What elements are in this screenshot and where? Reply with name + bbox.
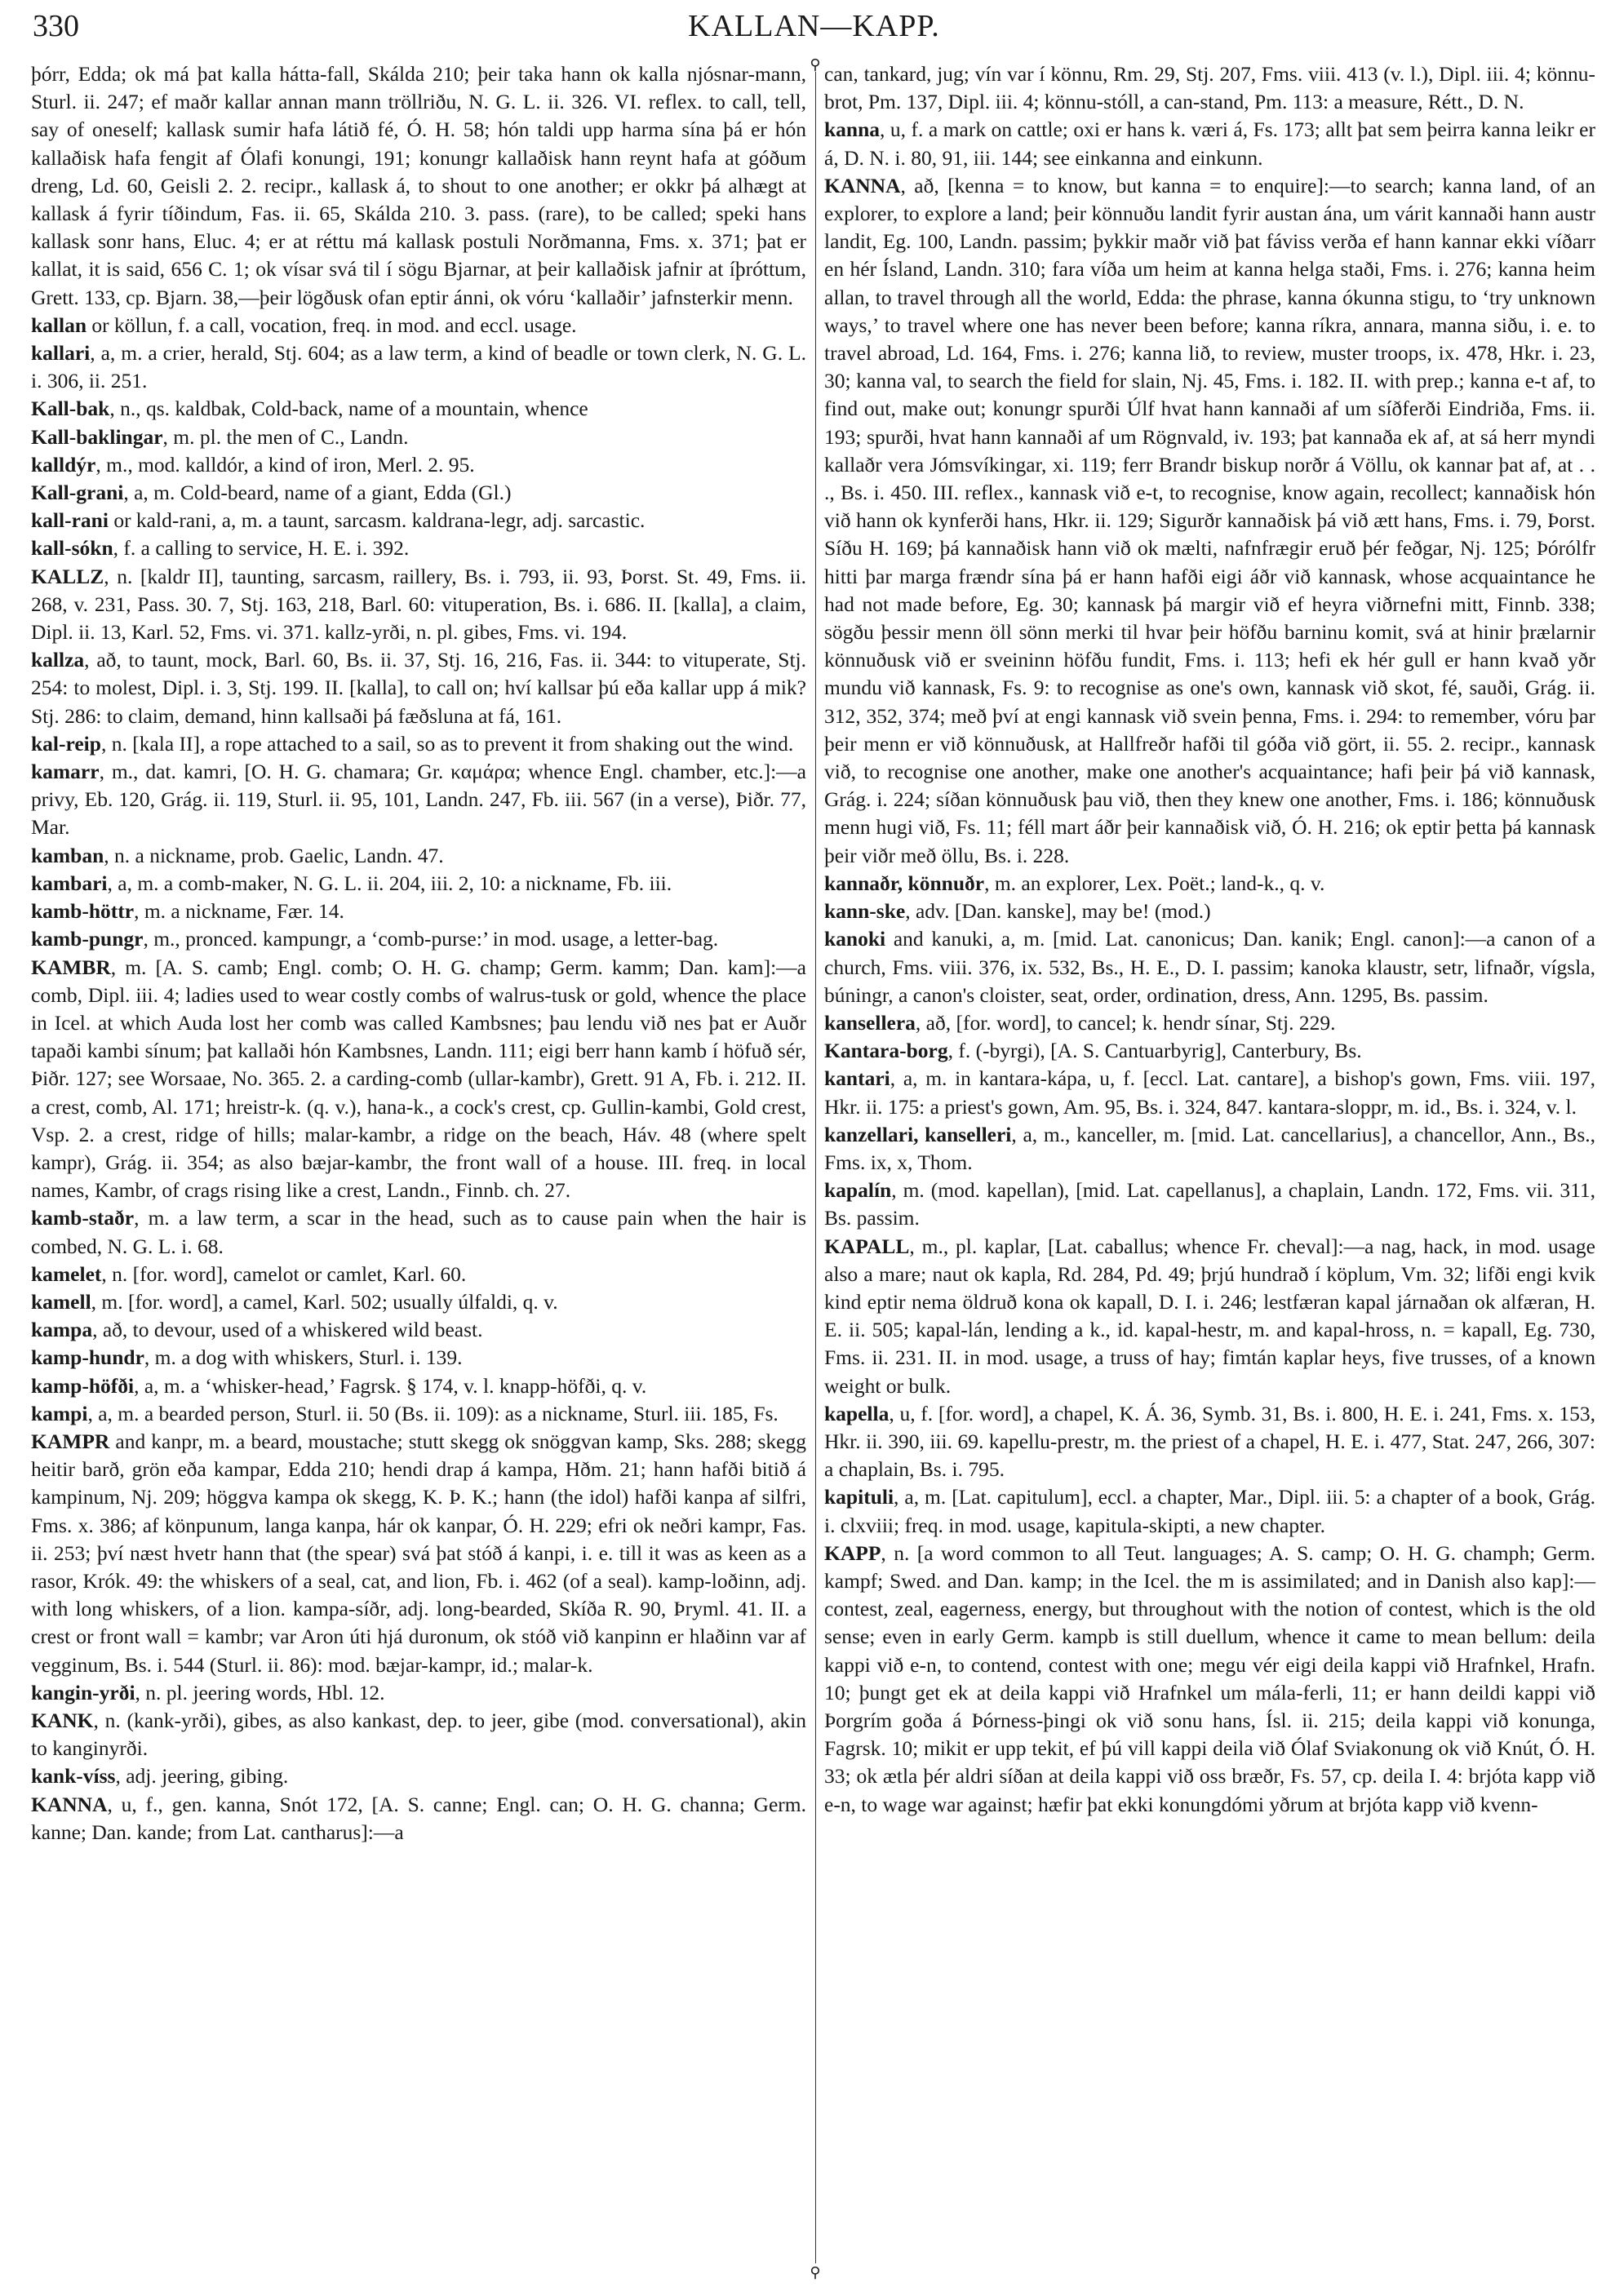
left-column [31, 60, 806, 1846]
entry-headword: kamell [31, 1289, 91, 1314]
entry-headword: KANK [31, 1708, 94, 1732]
dictionary-entry [31, 395, 806, 423]
dictionary-entry [824, 116, 1595, 171]
entry-definition: , m. [A. S. camb; Engl. comb; O. H. G. champ; Germ. kamm; Dan. kam]:—a comb, Dipl. iii. 4; ladies used to wear costly combs of walrus-tusk or gold, whence the place in Icel. at which Auda lost her comb was called Kambsnes; þau lendu við nes þat er Auðr tapaði kambi sínum; þat kallaði hón Kambsnes, Landn. 111; eigi berr hann kamb í höfuð sér, Þiðr. 127; see Worsaae, No. 365. 2. a carding-comb (ullar-kambr), Grett. 91 A, Fb. i. 212. II. a crest, comb, Al. 171; hreistr-k. (q. v.), hana-k., a cock's crest, cp. Gullin-kambi, Gold crest, Vsp. 2. a crest, ridge of hills; malar-kambr, a ridge on the beach, Háv. 48 (where spelt kampr), Grág. ii. 354; as also bæjar-kambr, the front wall of a house. III. freq. in local names, Kambr, of crags rising like a crest, Landn., Finnb. ch. 27. [31, 955, 806, 1203]
entry-headword: kank-víss [31, 1764, 116, 1788]
entry-headword: kanoki [824, 927, 886, 951]
entry-definition: , að, [for. word], to cancel; k. hendr sínar, Stj. 229. [915, 1010, 1336, 1035]
dictionary-entry [31, 870, 806, 898]
dictionary-entry [824, 870, 1595, 898]
entry-headword: KAPP [824, 1540, 881, 1565]
dictionary-entry [824, 1233, 1595, 1400]
entry-definition: , n. (kank-yrði), gibes, as also kankast, dep. to jeer, gibe (mod. conversational), akin to kanginyrði. [31, 1708, 806, 1761]
dictionary-entry [31, 1261, 806, 1288]
dictionary-entry [31, 1344, 806, 1372]
dictionary-entry [824, 1037, 1595, 1065]
entry-definition: , m. [for. word], a camel, Karl. 502; usually úlfaldi, q. v. [91, 1289, 558, 1314]
dictionary-entry [824, 172, 1595, 870]
dictionary-entry [824, 1483, 1595, 1539]
entry-headword: kanzellari, kanselleri [824, 1122, 1012, 1146]
entry-headword: KANNA [31, 1792, 108, 1816]
dictionary-entry [31, 730, 806, 758]
entry-definition: , m. pl. the men of C., Landn. [162, 424, 409, 449]
entry-headword: kamp-höfði [31, 1373, 135, 1398]
entry-definition: , m. a law term, a scar in the head, such as to cause pain when the hair is combed, N. G. L. i. 68. [31, 1206, 806, 1258]
entry-headword: kannaðr, könnuðr [824, 871, 985, 895]
dictionary-entry [31, 1372, 806, 1400]
entry-definition: , n. [a word common to all Teut. languages; A. S. camp; O. H. G. champh; Germ. kampf; Swed. and Dan. kamp; in the Icel. the m is assimilated; and in Danish also kap]:—contest, zeal, eagerness, energy, but throughout with the notion of contest, which is the old sense; even in early Germ. kampb is still duellum, whence it came to mean bellum: deila kappi við e-n, to contend, contest with one; megu vér eigi deila kappi við Hrafnkel, Hrafn. 10; þungt get ek at deila kappi við Hrafnkel um mála-ferli, 11; er hann deildi kappi við Þorgrím goða á Þórness-þingi ok við sonu hans, Ísl. ii. 215; deila kappi við konunga, Fagrsk. 10; mikit er upp tekit, ef þú vill kappi deila við Ólaf Sviakonung ok við Knút, Ó. H. 33; ok ætla þér aldri síðan at deila kappi við oss bræðr, Fs. 57, cp. deila I. 4: brjóta kapp við e-n, to wage war against; hæfir þat ekki konungdómi yðrum at brjóta kapp við kvenn- [824, 1540, 1595, 1816]
entry-headword: kann-ske [824, 899, 906, 924]
dictionary-entry [31, 1428, 806, 1679]
entry-headword: kapituli [824, 1485, 894, 1509]
dictionary-entry [824, 1121, 1595, 1177]
entry-headword: kalldýr [31, 452, 96, 476]
dictionary-entry [824, 1540, 1595, 1819]
entry-definition: and kanpr, m. a beard, moustache; stutt skegg ok snöggvan kamp, Sks. 288; skegg heitir barð, grön eða kampar, Edda 210; hendi drap á kampa, Hðm. 21; hann hafði bitið á kampinum, Nj. 209; höggva kampa ok skegg, K. Þ. K.; hann (the idol) hafði kanpa af silfri, Fms. x. 386; af könpunum, langa kanpa, hár ok kanpar, Ó. H. 229; efri ok neðri kampr, Fas. ii. 253; því næst hvetr hann that (the spear) svá þat stóð á kanpi, i. e. till it was as keen as a rasor, Krók. 49: the whiskers of a seal, cat, and lion, Fb. i. 462 (of a seal). kamp-loðinn, adj. with long whiskers, of a lion. kampa-síðr, adj. long-bearded, Skíða R. 90, Þryml. 41. II. a crest or front wall = kambr; var Aron úti hjá duronum, ok stóð við kanpinn er hlaðinn var af vegginum, Bs. i. 544 (Sturl. ii. 86): mod. bæjar-kampr, id.; malar-k. [31, 1429, 806, 1677]
entry-headword: KAMBR [31, 955, 111, 979]
entry-headword: kallza [31, 648, 85, 672]
entry-headword: kamarr [31, 760, 100, 784]
entry-definition: , m. an explorer, Lex. Poët.; land-k., q. v. [984, 871, 1325, 895]
dictionary-entry [31, 339, 806, 395]
dictionary-entry [824, 898, 1595, 925]
dictionary-entry [824, 1177, 1595, 1232]
page-title: KALLAN—KAPP. [688, 9, 940, 43]
dictionary-entry [31, 312, 806, 339]
entry-definition: or kald-rani, a, m. a taunt, sarcasm. kaldrana-legr, adj. sarcastic. [108, 508, 646, 533]
entry-definition: , n., qs. kaldbak, Cold-back, name of a mountain, whence [109, 397, 588, 421]
entry-headword: kampi [31, 1401, 88, 1425]
dictionary-entry [31, 842, 806, 870]
entry-definition: , n. a nickname, prob. Gaelic, Landn. 47. [104, 843, 444, 867]
dictionary-entry [31, 646, 806, 730]
entry-definition: , að, to devour, used of a whiskered wild beast. [92, 1318, 483, 1342]
entry-definition: , a, m. a ‘whisker-head,’ Fagrsk. § 174, v. l. knapp-höfði, q. v. [134, 1373, 647, 1398]
entry-definition: or köllun, f. a call, vocation, freq. in mod. and eccl. usage. [87, 312, 577, 337]
entry-definition: , að, to taunt, mock, Barl. 60, Bs. ii. 37, Stj. 16, 216, Fas. ii. 344: to vituperate, Stj. 254: to molest, Dipl. i. 3, Stj. 199. II. [kalla], to call on; hví kallsar þú eða kallar upp á mik? Stj. 286: to claim, demand, hinn kallsaði þá fæðsluna at fá, 161. [31, 648, 806, 728]
entry-headword: kamelet [31, 1261, 102, 1286]
entry-definition: , m., pronced. kampungr, a ‘comb-purse:’ in mod. usage, a letter-bag. [143, 927, 719, 951]
entry-definition: , að, [kenna = to know, but kanna = to enquire]:—to search; kanna land, of an explorer, to explore a land; þeir könnuðu landit fyrir austan ána, um várit kannaði hann austr landit, Eg. 100, Landn. passim; þykkir maðr við þat fáviss verða ef hann kannar ekki víðarr en hér Ísland, Landn. 310; fara víða um heim at kanna helga staði, Fms. i. 276; kanna heim allan, to travel through all the world, Edda: the phrase, kanna ókunna stigu, to ‘try unknown ways,’ to travel where one has never been before; kanna ríkra, annara, manna siðu, i. e. to travel abroad, Ld. 164, Fms. i. 276; kanna lið, to review, muster troops, ix. 478, Hkr. i. 23, 30; kanna val, to search the field for slain, Nj. 45, Fms. i. 182. II. with prep.; kanna e-t af, to find out, make out; konungr spurði Úlf hvat hann kannaði af um síðferði Eindriða, Fms. ii. 193; spurði, hvat hann kannaði af um Rögnvald, iv. 193; þat kannaða ek af, at sá herr myndi kallaðr vera Jómsvíkingar, xi. 119; ferr Brandr biskup norðr á Völlu, ok kannar þat af, at . . ., Bs. i. 450. III. reflex., kannask við e-t, to recognise, know again, recollect; kannaðisk hón við hann ok kynferði hans, Hkr. ii. 129; Sigurðr kannaðisk þá við ætt hans, Fms. i. 79, Þorst. Síðu H. 169; þá kannaðisk hann við ok mælti, nafnfrægir eruð þér feðgar, Nj. 125; Þórólfr hitti þar marga frændr sína þá er hann hafði eigi áðr við kannask, whose acquaintance he had not made before, Eg. 30; kannask þá margir við ef heyra viðrnefni mitt, Finnb. 338; sögðu þessir menn öll sönn merki til hvar þeir höfðu barninu komit, svá at hinir þrælarnir könnuðusk við er sveininn höfðu fundit, Fms. i. 113; hefi ek hér gull er hann kvað yðr mundu við kannask, Fs. 9: to recognise as one's own, kannask við skot, fé, sauði, Grág. ii. 312, 352, 374; með því at engi kannask við svein þenna, Fms. i. 294: to remember, vóru þar þeir menn er við könnuðusk, at Hallfreðr hafði til góða við gört, ii. 55. 2. recipr., kannask við, to recognise one another, make one another's acquaintance; hafi þeir þá við kannask, Grág. i. 224; síðan könnuðusk þau við, then they knew one another, Fms. i. 186; könnuðusk menn hugi við, Fs. 11; féll mart áðr þeir kannaðisk við, Ó. H. 216; ok eptir þetta þá kannask þeir viðr með öllu, Bs. i. 228. [824, 173, 1595, 867]
entry-headword: KALLZ [31, 564, 104, 588]
entry-headword: Kall-grani [31, 481, 124, 505]
entry-definition: , m. a nickname, Fær. 14. [134, 899, 344, 924]
dictionary-entry [31, 758, 806, 842]
entry-headword: kambari [31, 871, 108, 895]
entry-headword: kansellera [824, 1010, 916, 1035]
entry-headword: kall-rani [31, 508, 109, 533]
dictionary-entry [31, 423, 806, 451]
entry-definition: , m. (mod. kapellan), [mid. Lat. capellanus], a chaplain, Landn. 172, Fms. vii. 311, Bs. passim. [824, 1178, 1595, 1230]
entry-headword: kamb-staðr [31, 1206, 135, 1230]
dictionary-entry [31, 1791, 806, 1846]
entry-definition: , a, m. [Lat. capitulum], eccl. a chapter, Mar., Dipl. iii. 5: a chapter of a book, Grág. i. clxviii; freq. in mod. usage, kapitula-skipti, a new chapter. [824, 1485, 1595, 1537]
entry-headword: kanna [824, 117, 881, 142]
entry-definition: , n. [for. word], camelot or camlet, Karl. 60. [101, 1261, 467, 1286]
dictionary-entry [824, 60, 1595, 116]
entry-headword: kampa [31, 1318, 93, 1342]
entry-headword: kantari [824, 1066, 890, 1091]
entry-headword: kall-sókn [31, 536, 113, 561]
column-divider [815, 65, 816, 2263]
divider-ornament-icon: ⚲ [808, 2265, 823, 2280]
dictionary-entry [31, 1762, 806, 1790]
entry-headword: Kantara-borg [824, 1039, 948, 1063]
entry-definition: , m., mod. kalldór, a kind of iron, Merl. 2. 95. [95, 452, 475, 476]
entry-headword: kamb-pungr [31, 927, 144, 951]
dictionary-entry [31, 1400, 806, 1428]
entry-definition: , n. [kaldr II], taunting, sarcasm, raillery, Bs. i. 793, ii. 93, Þorst. St. 49, Fms. ii. 268, v. 231, Pass. 30. 7, Stj. 163, 218, Barl. 60: vituperation, Bs. i. 686. II. [kalla], a claim, Dipl. ii. 13, Karl. 52, Fms. vi. 371. kallz-yrði, n. pl. gibes, Fms. vi. 194. [31, 564, 806, 645]
entry-definition: , adv. [Dan. kanske], may be! (mod.) [905, 899, 1211, 924]
dictionary-entry [31, 925, 806, 953]
dictionary-entry [31, 479, 806, 507]
entry-headword: kamb-höttr [31, 899, 135, 924]
entry-headword: kamban [31, 843, 104, 867]
dictionary-entry [824, 1009, 1595, 1037]
entry-definition: , adj. jeering, gibing. [115, 1764, 289, 1788]
entry-definition: , u, f. [for. word], a chapel, K. Á. 36, Symb. 31, Bs. i. 800, H. E. i. 241, Fms. x. 153, Hkr. ii. 390, iii. 69. kapellu-prestr, m. the priest of a chapel, H. E. i. 477, Stat. 247, 266, 307: a chaplain, Bs. i. 795. [824, 1401, 1595, 1482]
dictionary-entry [31, 1288, 806, 1316]
entry-headword: kallan [31, 312, 87, 337]
entry-definition: , n. pl. jeering words, Hbl. 12. [135, 1680, 385, 1704]
entry-definition: þórr, Edda; ok má þat kalla hátta-fall, Skálda 210; þeir taka hann ok kalla njósnar-mann, Sturl. ii. 247; ef maðr kallar annan mann tröllriðu, N. G. L. ii. 326. VI. reflex. to call, tell, say of oneself; kallask sumir hafa látið fé, Ó. H. 58; hón taldi upp harma sína þá er hón kallaðisk hafa fengit af Ólafi konungi, 191; konungr kallaðisk hann reynt hafa at góðum dreng, Ld. 60, Geisli 2. 2. recipr., kallask á, to shout to one another; er okkr þá alhægt at kallask á fyrir tíðindum, Fas. ii. 65, Skálda 210. 3. pass. (rare), to be called; speki hans kallask sonr hans, Eluc. 4; er at réttu má kallask postuli Norðmanna, Fms. x. 371; þat er kallat, it is said, 656 C. 1; ok vísar svá til í sögu Bjarnar, at þeir kallaðisk jafnir at íþróttum, Grett. 133, cp. Bjarn. 38,—þeir lögðusk ofan eptir ánni, ok vóru ‘kallaðir’ jafnsterkir menn. [31, 62, 806, 309]
dictionary-entry [31, 954, 806, 1205]
dictionary-entry [31, 507, 806, 534]
entry-headword: kal-reip [31, 731, 101, 756]
dictionary-entry [31, 534, 806, 562]
entry-headword: kangin-yrði [31, 1680, 135, 1704]
entry-headword: kallari [31, 341, 91, 366]
entry-definition: , a, m. a bearded person, Sturl. ii. 50 (Bs. ii. 109): as a nickname, Sturl. iii. 185, Fs. [87, 1401, 779, 1425]
page-number: 330 [33, 9, 79, 43]
entry-headword: kapella [824, 1401, 890, 1425]
dictionary-entry [31, 451, 806, 479]
entry-headword: kamp-hundr [31, 1345, 144, 1370]
dictionary-entry [31, 1316, 806, 1344]
entry-definition: , a, m. a comb-maker, N. G. L. ii. 204, iii. 2, 10: a nickname, Fb. iii. [107, 871, 672, 895]
entry-headword: KANNA [824, 173, 901, 197]
dictionary-entry [31, 1204, 806, 1260]
entry-headword: kapalín [824, 1178, 892, 1203]
entry-definition: , u, f. a mark on cattle; oxi er hans k. væri á, Fs. 173; allt þat sem þeirra kanna leikr er á, D. N. i. 80, 91, iii. 144; see einkanna and einkunn. [824, 117, 1595, 170]
dictionary-entry [824, 1400, 1595, 1484]
dictionary-entry [824, 1065, 1595, 1120]
entry-headword: Kall-baklingar [31, 424, 163, 449]
divider-ornament-icon: ⚲ [808, 57, 823, 72]
entry-headword: KAMPR [31, 1429, 110, 1453]
dictionary-entry [31, 60, 806, 312]
entry-definition: and kanuki, a, m. [mid. Lat. canonicus; Dan. kanik; Engl. canon]:—a canon of a church, Fms. viii. 376, ix. 532, Bs., H. E., D. I. passim; kanoka klaustr, setr, lifnaðr, vígsla, búningr, a canon's cloister, seat, order, ordination, dress, Ann. 1295, Bs. passim. [824, 927, 1595, 1007]
dictionary-entry [31, 563, 806, 647]
dictionary-entry [31, 1707, 806, 1762]
dictionary-entry [31, 898, 806, 925]
dictionary-entry [824, 925, 1595, 1009]
entry-definition: , m., pl. kaplar, [Lat. caballus; whence Fr. cheval]:—a nag, hack, in mod. usage also a mare; naut ok kapla, Rd. 284, Pd. 49; þrjú hundrað í köplum, Vm. 32; lifði engi kvik kind eptir nema öldruð kona ok kapall, D. I. i. 246; lestfæran kapal járnaðan ok alfæran, H. E. ii. 505; kapal-lán, lending a k., id. kapal-hestr, m. and kapal-hross, n. = kapall, Eg. 730, Fms. ii. 231. II. in mod. usage, a truss of hay; fimtán kaplar heys, five trusses, of a known weight or bulk. [824, 1234, 1595, 1398]
entry-headword: KAPALL [824, 1234, 910, 1258]
entry-definition: , a, m. a crier, herald, Stj. 604; as a law term, a kind of beadle or town clerk, N. G. L. i. 306, ii. 251. [31, 341, 806, 393]
right-column [824, 60, 1595, 1819]
entry-definition: , a, m., kanceller, m. [mid. Lat. cancellarius], a chancellor, Ann., Bs., Fms. ix, x, Thom. [824, 1122, 1595, 1174]
entry-definition: , n. [kala II], a rope attached to a sail, so as to prevent it from shaking out the wind. [100, 731, 794, 756]
entry-definition: , f. a calling to service, H. E. i. 392. [113, 536, 410, 561]
entry-definition: , m. a dog with whiskers, Sturl. i. 139. [144, 1345, 463, 1370]
entry-definition: can, tankard, jug; vín var í könnu, Rm. 29, Stj. 207, Fms. viii. 413 (v. l.), Dipl. iii. 4; könnu-brot, Pm. 137, Dipl. iii. 4; könnu-stóll, a can-stand, Pm. 113: a measure, Rétt., D. N. [824, 62, 1595, 114]
entry-definition: , m., dat. kamri, [O. H. G. chamara; Gr. καμάρα; whence Engl. chamber, etc.]:—a privy, Eb. 120, Grág. ii. 119, Sturl. ii. 95, 101, Landn. 247, Fb. iii. 567 (in a verse), Þiðr. 77, Mar. [31, 760, 806, 840]
entry-definition: , a, m. in kantara-kápa, u, f. [eccl. Lat. cantare], a bishop's gown, Fms. viii. 197, Hkr. ii. 175: a priest's gown, Am. 95, Bs. i. 324, 847. kantara-sloppr, m. id., Bs. i. 324, v. l. [824, 1066, 1595, 1119]
dictionary-entry [31, 1679, 806, 1707]
page-header [33, 8, 1595, 49]
entry-definition: , u, f., gen. kanna, Snót 172, [A. S. canne; Engl. can; O. H. G. channa; Germ. kanne; Dan. kande; from Lat. cantharus]:—a [31, 1792, 806, 1844]
entry-definition: , a, m. Cold-beard, name of a giant, Edda (Gl.) [123, 481, 512, 505]
entry-headword: Kall-bak [31, 397, 110, 421]
entry-definition: , f. (-byrgi), [A. S. Cantuarbyrig], Canterbury, Bs. [947, 1039, 1362, 1063]
